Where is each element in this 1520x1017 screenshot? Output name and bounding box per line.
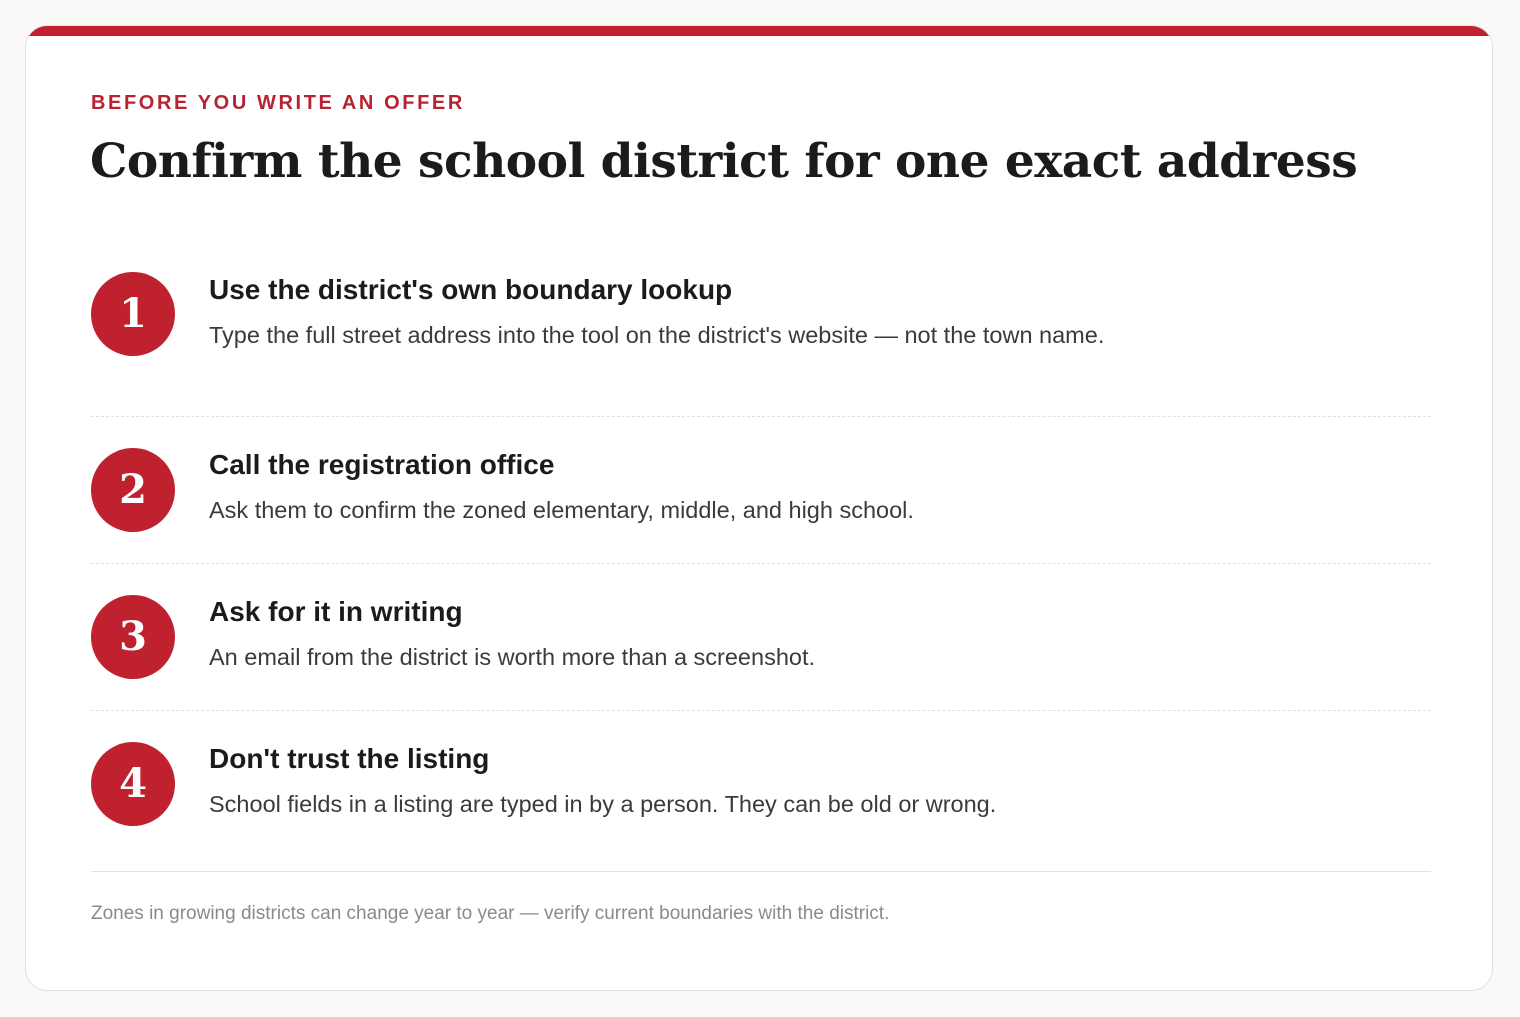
step-title: Don't trust the listing [209, 743, 490, 774]
step-item [91, 270, 1431, 416]
page-title: Confirm the school district for one exact address [90, 134, 1358, 189]
step-description: Type the full street address into the tool on the district's website — not the town name. [209, 322, 1105, 348]
step-item [91, 710, 1431, 857]
step-number-badge: 4 [91, 742, 175, 826]
footer-divider [91, 871, 1431, 872]
step-title: Use the district's own boundary lookup [209, 274, 733, 305]
step-title: Call the registration office [209, 449, 555, 480]
step-number-badge: 3 [91, 595, 175, 679]
step-description: School fields in a listing are typed in by a person. They can be old or wrong. [209, 791, 997, 817]
accent-bar [26, 26, 1492, 36]
step-description: An email from the district is worth more than a screenshot. [209, 644, 816, 670]
step-title: Ask for it in writing [209, 596, 463, 627]
step-item [91, 416, 1431, 563]
steps-list [91, 270, 1431, 857]
checklist-card [25, 25, 1493, 991]
step-number-badge: 2 [91, 448, 175, 532]
step-description: Ask them to confirm the zoned elementary, middle, and high school. [209, 497, 914, 523]
step-item [91, 563, 1431, 710]
step-number-badge: 1 [91, 272, 175, 356]
eyebrow-label: BEFORE YOU WRITE AN OFFER [91, 92, 465, 114]
footnote: Zones in growing districts can change year to year — verify current boundaries with the district. [91, 903, 890, 924]
